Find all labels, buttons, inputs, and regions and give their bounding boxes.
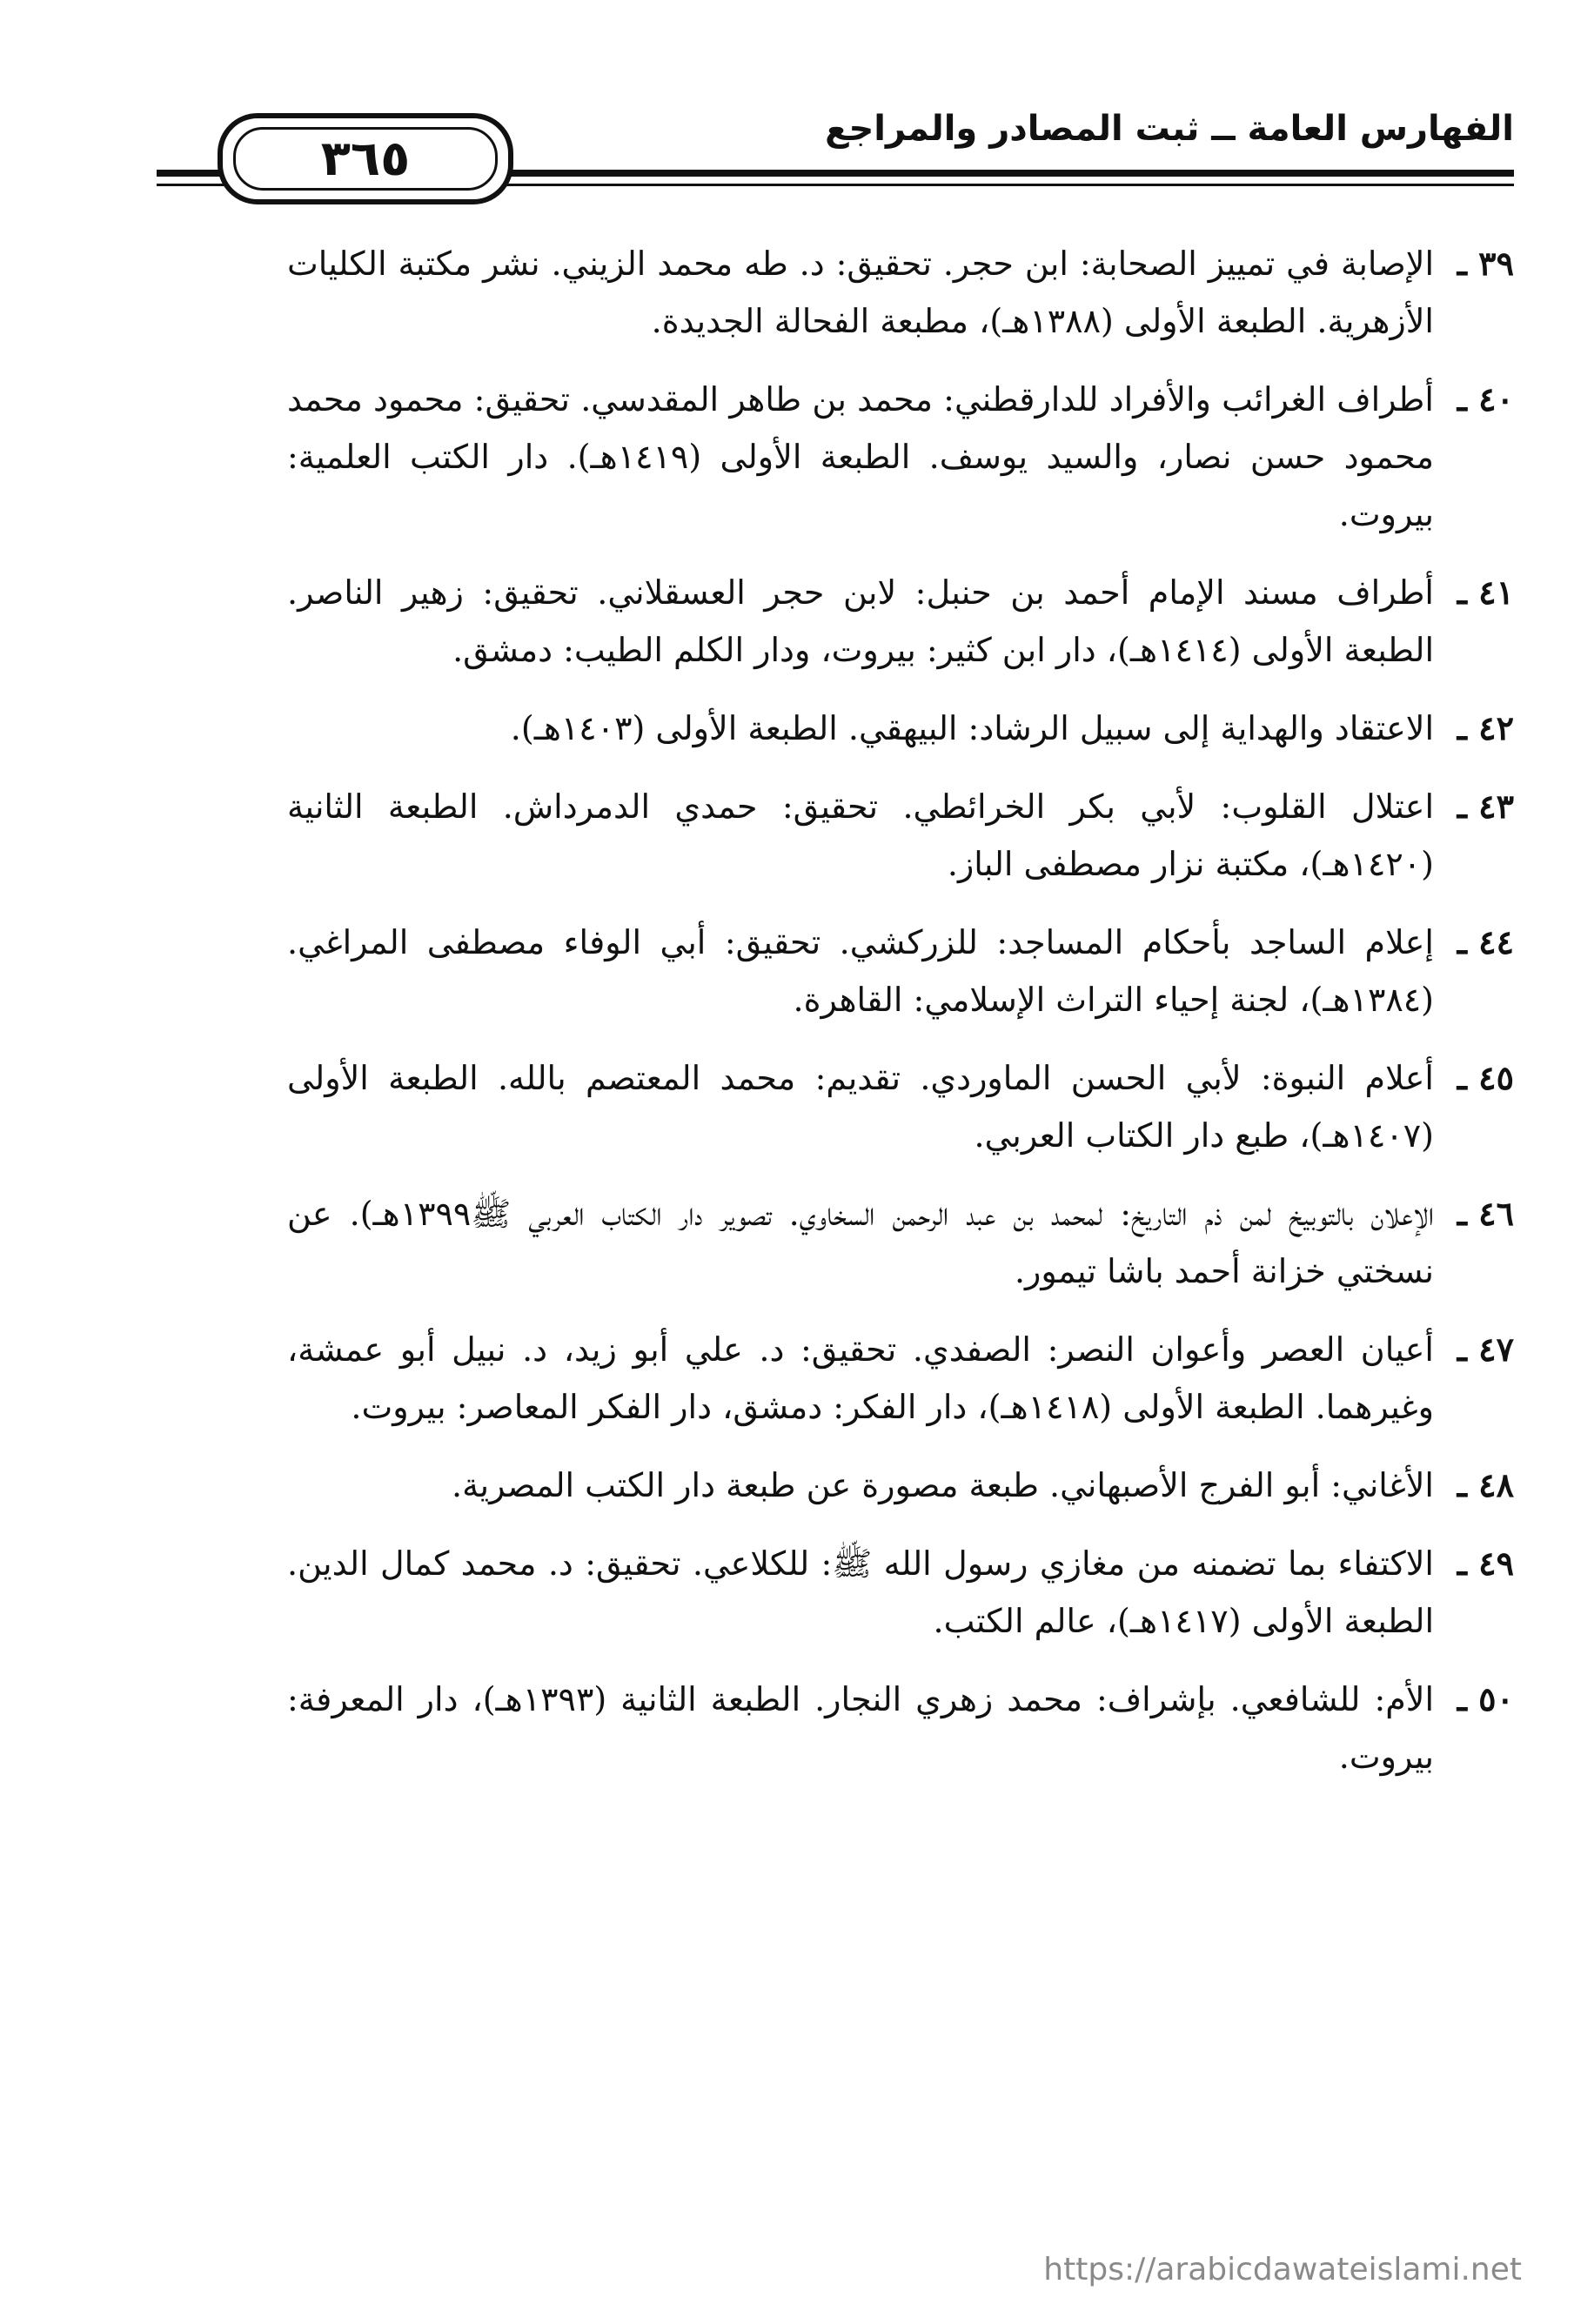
bibliography-entry	[157, 778, 1514, 893]
bibliography-entry	[157, 371, 1514, 543]
bibliography-entry	[157, 1457, 1514, 1514]
bibliography-entry	[157, 700, 1514, 757]
bibliography-entry	[157, 1321, 1514, 1436]
entry-text: الاكتفاء بما تضمنه من مغازي رسول الله ﷺ: للكلاعي. تحقيق: د. محمد كمال الدين. الطبعة الأولى (١٤١٧هـ)، عالم الكتب.	[287, 1544, 1434, 1640]
entry-text: أعلام النبوة: لأبي الحسن الماوردي. تقديم: محمد المعتصم بالله. الطبعة الأولى (١٤٠٧هـ)، طبع دار الكتاب العربي.	[287, 1059, 1434, 1155]
entry-number: ٤٩ ـ	[1457, 1544, 1514, 1583]
page-header	[157, 100, 1514, 204]
entry-text: أطراف مسند الإمام أحمد بن حنبل: لابن حجر العسقلاني. تحقيق: زهير الناصر. الطبعة الأولى (١٤١٤هـ)، دار ابن كثير: بيروت، ودار الكلم الطيب: دمشق.	[287, 573, 1434, 669]
entry-text: أطراف الغرائب والأفراد للدارقطني: محمد بن طاهر المقدسي. تحقيق: محمود محمد محمود حسن نصار، والسيد يوسف. الطبعة الأولى (١٤١٩هـ). دار الكتب العلمية: بيروت.	[287, 380, 1434, 533]
bibliography-entry	[157, 1535, 1514, 1650]
entry-number: ٤٦ ـ	[1457, 1194, 1514, 1233]
entry-number: ٤٤ ـ	[1457, 922, 1514, 961]
entry-text: الإصابة في تمييز الصحابة: ابن حجر. تحقيق: د. طه محمد الزيني. نشر مكتبة الكليات الأزهرية. الطبعة الأولى (١٣٨٨هـ)، مطبعة الفحالة الجديدة.	[287, 244, 1434, 340]
entry-number: ٤١ ـ	[1457, 573, 1514, 612]
entry-text: الإعلان بالتوبيخ لمن ذم التاريخ: لمحمد بن عبد الرحمن السخاوي. تصوير دار الكتاب العربي ﷺ١٣٩٩هـ). عن نسختي خزانة أحمد باشا تيمور.	[287, 1195, 1434, 1290]
bibliography-list	[157, 235, 1514, 2210]
running-title: الفهارس العامة ــ ثبت المصادر والمراجع	[825, 109, 1514, 149]
entry-number: ٤٥ ـ	[1457, 1058, 1514, 1097]
bibliography-entry	[157, 235, 1514, 350]
entry-text: إعلام الساجد بأحكام المساجد: للزركشي. تحقيق: أبي الوفاء مصطفى المراغي. (١٣٨٤هـ)، لجنة إحياء التراث الإسلامي: القاهرة.	[287, 923, 1434, 1019]
bibliography-entry	[157, 1185, 1514, 1300]
entry-number: ٤٠ ـ	[1457, 379, 1514, 419]
page-number: ٣٦٥	[233, 127, 498, 191]
entry-number: ٥٠ ـ	[1457, 1679, 1514, 1718]
bibliography-entry	[157, 1671, 1514, 1785]
entry-text: اعتلال القلوب: لأبي بكر الخرائطي. تحقيق: حمدي الدمرداش. الطبعة الثانية (١٤٢٠هـ)، مكتبة نزار مصطفى الباز.	[287, 787, 1434, 883]
entry-number: ٤٣ ـ	[1457, 787, 1514, 826]
page-number-frame	[218, 113, 513, 204]
entry-number: ٤٢ ـ	[1457, 708, 1514, 747]
entry-text: الأم: للشافعي. بإشراف: محمد زهري النجار. الطبعة الثانية (١٣٩٣هـ)، دار المعرفة: بيروت.	[287, 1680, 1435, 1776]
entry-number: ٤٨ ـ	[1457, 1465, 1514, 1504]
entry-text: أعيان العصر وأعوان النصر: الصفدي. تحقيق: د. علي أبو زيد، د. نبيل أبو عمشة، وغيرهما. الطبعة الأولى (١٤١٨هـ)، دار الفكر: دمشق، دار الفكر المعاصر: بيروت.	[287, 1330, 1434, 1426]
entry-number: ٤٧ ـ	[1457, 1329, 1514, 1369]
bibliography-entry	[157, 564, 1514, 679]
entry-text: الاعتقاد والهداية إلى سبيل الرشاد: البيهقي. الطبعة الأولى (١٤٠٣هـ).	[510, 709, 1434, 747]
bibliography-entry	[157, 1049, 1514, 1164]
entry-text: الأغاني: أبو الفرج الأصبهاني. طبعة مصورة عن طبعة دار الكتب المصرية.	[452, 1466, 1434, 1504]
entry-number: ٣٩ ـ	[1457, 244, 1514, 283]
watermark-url: https://arabicdawateislami.net	[1043, 2252, 1522, 2287]
bibliography-entry	[157, 914, 1514, 1028]
